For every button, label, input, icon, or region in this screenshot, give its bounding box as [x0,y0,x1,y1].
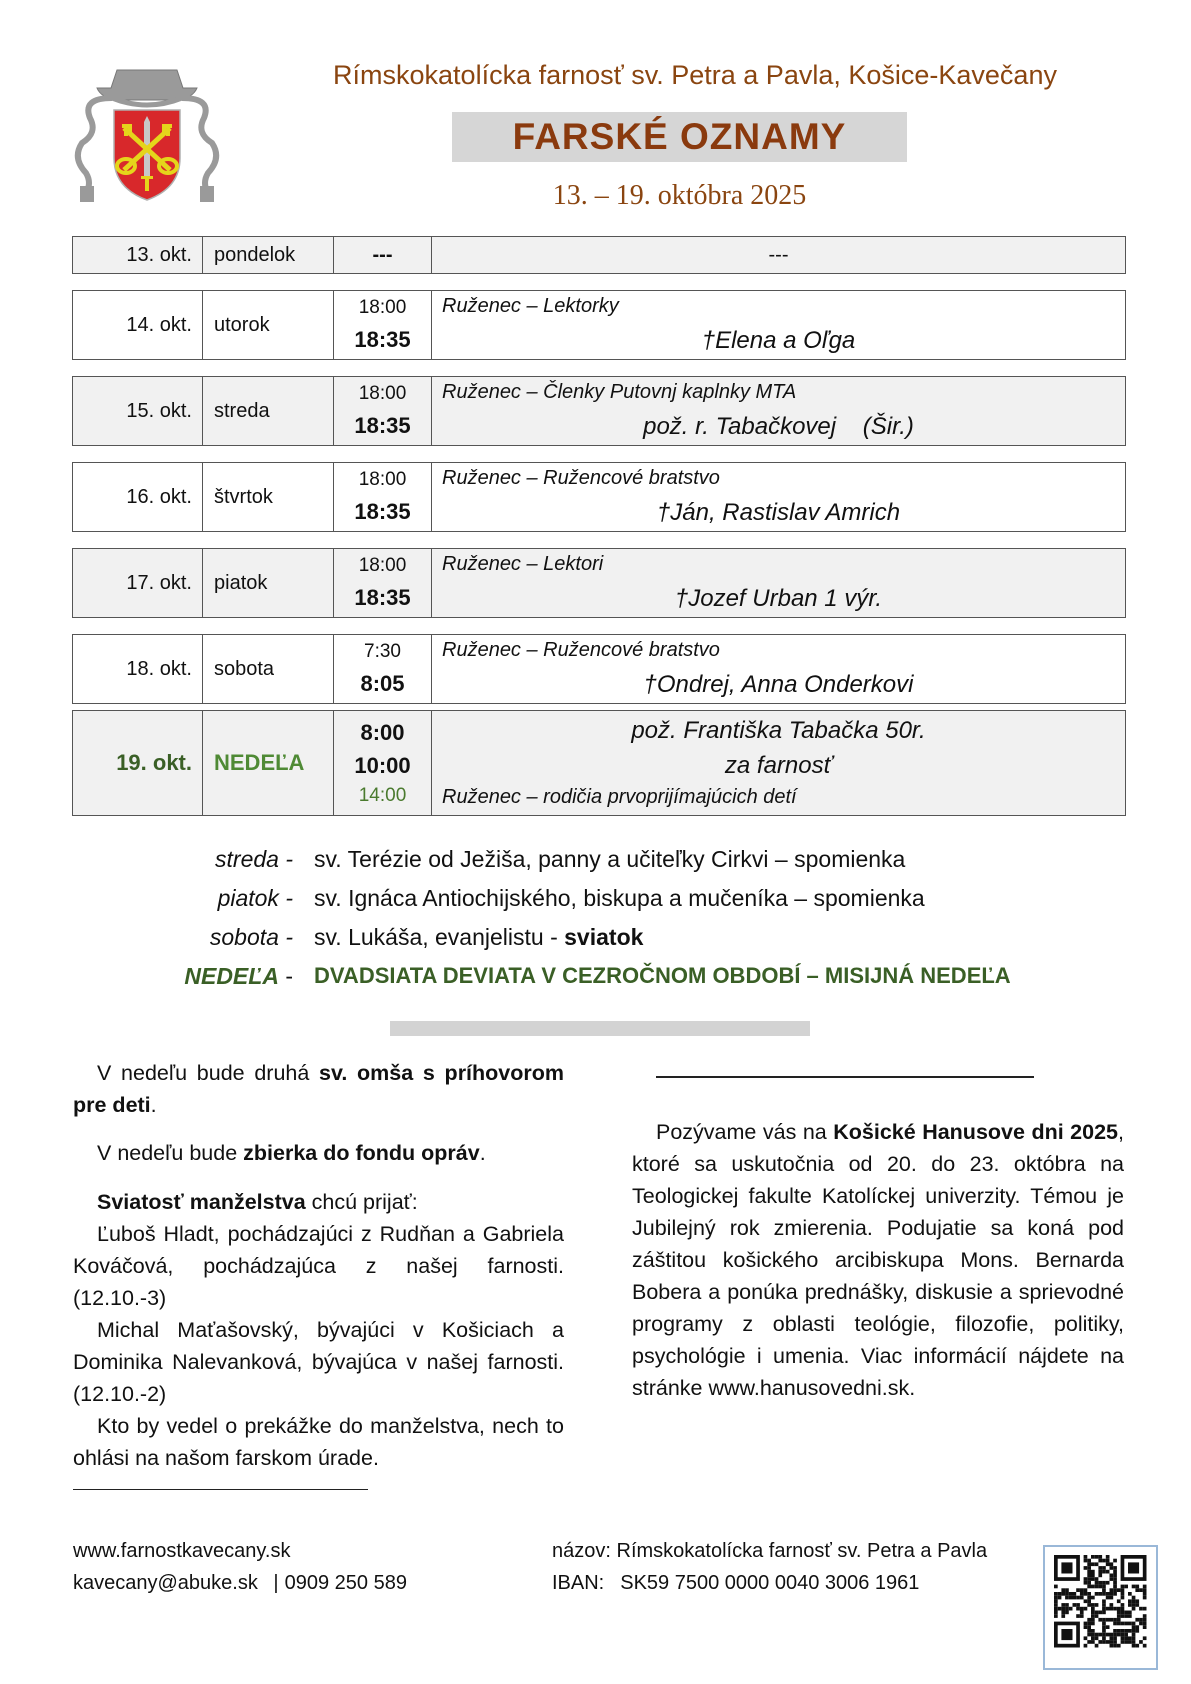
row-date: 18. okt. [73,635,203,703]
rosary-time: 18:00 [358,297,407,319]
row-times [334,549,432,617]
rosary-time: 18:00 [358,383,407,405]
row-day: utorok [203,291,334,359]
row-times [334,237,432,273]
iban: IBAN: SK59 7500 0000 0040 3006 1961 [552,1572,920,1594]
schedule-row [72,376,1126,446]
mass-time: 18:35 [354,326,411,352]
intention: †Ondrej, Anna Onderkovi [643,670,914,698]
rosary-info: Ruženec – rodičia prvoprijímajúcich detí [442,786,797,809]
row-day: pondelok [203,237,334,273]
mass-time: 18:35 [354,412,411,438]
rosary-info: Ruženec – Ružencové bratstvo [442,638,720,661]
row-info [432,463,1125,531]
row-info [432,291,1125,359]
rosary-time: 14:00 [358,784,407,806]
intention: pož. Františka Tabačka 50r. [631,716,926,744]
row-day: NEDEĽA [203,711,334,815]
rosary-info: Ruženec – Členky Putovnj kaplnky MTA [442,380,797,403]
mass-time: 8:00 [360,719,405,745]
contact-line [73,1572,407,1595]
announcement-collection: V nedeľu bude zbierka do fondu opráv. [97,1141,486,1165]
website-link[interactable]: www.farnostkavecany.sk [73,1540,291,1562]
schedule-row [72,462,1126,532]
mass-time: 8:05 [360,670,405,696]
schedule-row [72,634,1126,704]
separator: | [273,1572,279,1594]
email-link[interactable]: kavecany@abuke.sk [73,1572,258,1594]
qr-code-icon [1043,1545,1158,1670]
row-times [334,377,432,445]
rosary-time: 7:30 [364,641,401,663]
row-day: štvrtok [203,463,334,531]
row-day: piatok [203,549,334,617]
sunday-title: DVADSIATA DEVIATA V CEZROČNOM OBDOBÍ – MISIJNÁ NEDEĽA [314,963,1011,988]
row-times [334,463,432,531]
row-date: 15. okt. [73,377,203,445]
intention: †Ján, Rastislav Amrich [656,498,901,526]
row-date: 16. okt. [73,463,203,531]
mass-time: 10:00 [354,752,411,778]
marriage-banns-2: Michal Maťašovský, bývajúci v Košiciach a Dominika Nalevanková, bývajúca v našej farnosti. (12.10.-2) [73,1318,564,1406]
marriage-heading: Sviatosť manželstva chcú prijať: [97,1190,418,1214]
parish-name: Rímskokatolícka farnosť sv. Petra a Pavla, Košice-Kavečany [333,60,1057,90]
rosary-info: Ruženec – Lektorky [442,294,619,317]
left-divider-line [73,1489,368,1490]
marriage-impediment-note: Kto by vedel o prekážke do manželstva, nech to ohlási na našom farskom úrade. [73,1414,564,1470]
feast-text: sv. Terézie od Ježiša, panny a učiteľky Cirkvi – spomienka [314,846,906,872]
schedule-row [72,236,1126,274]
row-date: 14. okt. [73,291,203,359]
phone: 0909 250 589 [284,1572,407,1594]
rosary-time: 18:00 [358,555,407,577]
divider-bar [390,1021,810,1036]
schedule-row [72,548,1126,618]
row-info [432,237,1125,273]
row-times [334,291,432,359]
row-date: 13. okt. [73,237,203,273]
row-info [432,711,1125,815]
feast-text: sv. Lukáša, evanjelistu - sviatok [314,924,644,950]
schedule-row [72,290,1126,360]
hanus-days-invitation: Pozývame vás na Košické Hanusove dni 2025, ktoré sa uskutočnia od 20. do 23. októbra na Teologickej fakulte Katolíckej univerzity. Témou je Jubilejný rok zmierenia. Podujatie sa koná pod záštitou košického arcibiskupa Mons. Bernarda Bobera a ponúka prednášky, diskusie a sprievodné programy z oblasti teológie, filozofie, politiky, psychológie i umenia. Viac informácií nájdete na stránke www.hanusovedni.sk. [632,1120,1124,1400]
date-range: 13. – 19. októbra 2025 [552,180,807,211]
rosary-info: Ruženec – Ružencové bratstvo [442,466,720,489]
intention: za farnosť [724,751,833,779]
rosary-info: Ruženec – Lektori [442,552,604,575]
announcement-children-mass: V nedeľu bude druhá sv. omša s príhovorom pre deti. [73,1061,565,1117]
page-title: FARSKÉ OZNAMY [512,116,847,157]
mass-time: 18:35 [354,584,411,610]
mass-time: 18:35 [354,498,411,524]
row-info [432,635,1125,703]
feast-rank: sviatok [564,924,644,950]
intention: †Elena a Oľga [701,326,856,354]
row-date: 19. okt. [73,711,203,815]
row-times [334,635,432,703]
intention: --- [768,243,789,266]
feast-text: sv. Ignáca Antiochijského, biskupa a mučeníka – spomienka [314,885,925,911]
row-info [432,549,1125,617]
time: --- [372,243,393,266]
marriage-banns-1: Ľuboš Hladt, pochádzajúci z Rudňan a Gabriela Kováčová, pochádzajúca z našej farnosti. (12.10.-3) [73,1222,564,1310]
row-info [432,377,1125,445]
right-divider-line [656,1076,1034,1078]
schedule-row-sunday [72,710,1126,816]
intention: pož. r. Tabačkovej (Šir.) [643,412,914,440]
row-date: 17. okt. [73,549,203,617]
intention: †Jozef Urban 1 výr. [674,584,883,612]
account-name: názov: Rímskokatolícka farnosť sv. Petra a Pavla [552,1540,988,1562]
rosary-time: 18:00 [358,469,407,491]
row-day: sobota [203,635,334,703]
row-times [334,711,432,815]
row-day: streda [203,377,334,445]
